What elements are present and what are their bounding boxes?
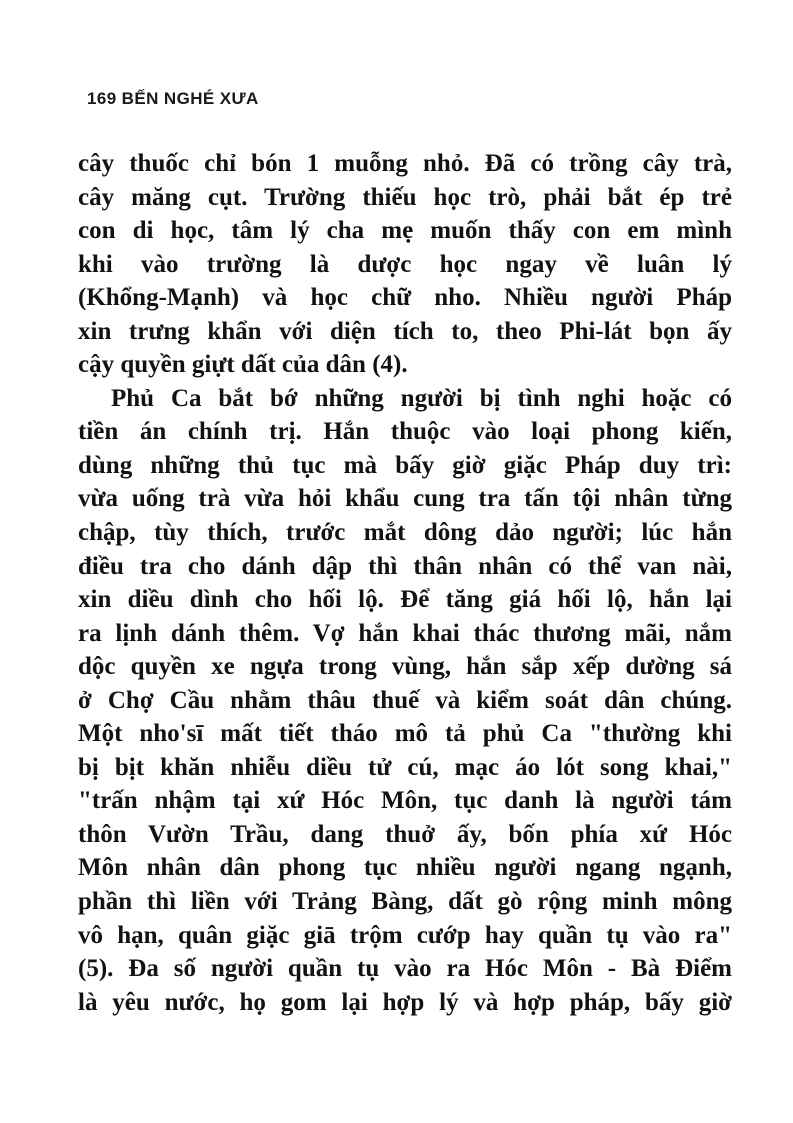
- text-line: bị bịt khăn nhiễu diều tử cú, mạc áo lót song khai,": [78, 753, 732, 781]
- text-line: ở Chợ Cầu nhằm thâu thuế và kiểm soát dân chúng.: [78, 686, 732, 714]
- text-line: cây măng cụt. Trường thiếu học trò, phải bắt ép trẻ: [78, 183, 732, 211]
- text-line: Phủ Ca bắt bớ những người bị tình nghi hoặc có: [111, 384, 732, 412]
- running-header: 169 BẾN NGHÉ XƯA: [87, 89, 259, 108]
- text-line: cây thuốc chỉ bón 1 muỗng nhỏ. Đã có trồng cây trà,: [78, 150, 732, 177]
- text-line: ra lịnh dánh thêm. Vợ hắn khai thác thương mãi, nắm: [78, 619, 732, 647]
- text-line: điều tra cho dánh dập thì thân nhân có thể van nài,: [78, 552, 732, 580]
- body-text: [78, 147, 732, 1019]
- text-line: con di học, tâm lý cha mẹ muốn thấy con em mình: [78, 217, 732, 245]
- text-line: phần thì liền với Trảng Bàng, dất gò rộng minh mông: [78, 888, 732, 916]
- text-line: cậy quyền giựt dất của dân (4).: [78, 351, 408, 379]
- text-line: xin diều dình cho hối lộ. Để tăng giá hối lộ, hắn lại: [78, 586, 732, 614]
- text-line: chập, tùy thích, trước mắt dông dảo người; lúc hắn: [78, 519, 732, 547]
- text-line: (Khổng-Mạnh) và học chữ nho. Nhiều người Pháp: [78, 284, 732, 312]
- text-line: khi vào trường là dược học ngay về luân lý: [78, 250, 732, 278]
- text-line: Một nho'sī mất tiết tháo mô tả phủ Ca "thường khi: [78, 720, 732, 748]
- text-line: dùng những thủ tục mà bấy giờ giặc Pháp duy trì:: [78, 451, 732, 479]
- text-line: tiền án chính trị. Hắn thuộc vào loại phong kiến,: [78, 418, 732, 446]
- text-line: xin trưng khẩn với diện tích to, theo Phi-lát bọn ấy: [78, 317, 732, 345]
- text-line: thôn Vườn Trầu, dang thuở ấy, bốn phía xứ Hóc: [78, 820, 732, 848]
- text-line: (5). Đa số người quần tụ vào ra Hóc Môn - Bà Điểm: [78, 955, 732, 983]
- text-line: là yêu nước, họ gom lại hợp lý và hợp pháp, bấy giờ: [78, 988, 732, 1016]
- text-line: vô hạn, quân giặc giā trộm cướp hay quần tụ vào ra": [78, 921, 732, 949]
- text-line: vừa uống trà vừa hỏi khẩu cung tra tấn tội nhân từng: [78, 485, 732, 513]
- text-line: dộc quyền xe ngựa trong vùng, hắn sắp xếp dường sá: [78, 653, 732, 681]
- text-line: "trấn nhậm tại xứ Hóc Môn, tục danh là người tám: [78, 787, 732, 815]
- text-line: Môn nhân dân phong tục nhiều người ngang ngạnh,: [78, 854, 732, 882]
